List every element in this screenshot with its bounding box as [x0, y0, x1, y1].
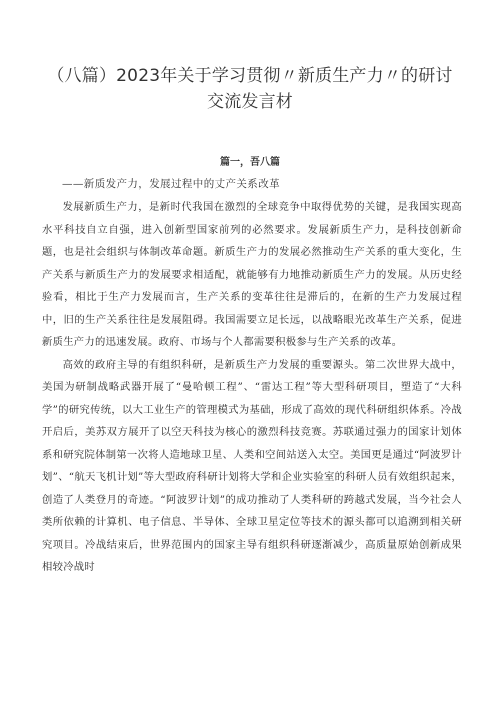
section-label: 篇一，吾八篇	[220, 157, 280, 168]
document-title: （八篇）2023年关于学习贯彻〃新质生产力〃的研讨交流发言材	[47, 66, 453, 112]
paragraph-1: 发展新质生产力，是新时代我国在激烈的全球竞争中取得优势的关键，是我国实现高水平科技自立自强，进入创新型国家前列的必然要求。发展新质生产力，是科技创新命题，也是社会组织与体制改革命题。新质生产力的发展必然推动生产关系的重大变化，生产关系与新质生产力的发展要求相适配，就能够有力地推动新质生产力的发展。从历史经验看，相比于生产力发展而言，生产关系的变革往往是滞后的，在新的生产力发展过程中，旧的生产关系往往是发展阻碍。我国需要立足长远，以战略眼光改革生产关系，促进新质生产力的迅速发展。政府、市场与个人都需要积极参与生产关系的改革。	[42, 201, 462, 348]
document-body	[42, 196, 462, 579]
document-subtitle: ——新质发产力，发展过程中的丈产关系改革	[62, 178, 280, 190]
paragraph-2: 高效的政府主导的有组织科研，是新质生产力发展的重要源头。第二次世界大战中，美国为研制战略武器开展了“曼哈顿工程”、“雷达工程”等大型科研项目，塑造了“大科学”的研究传统，以大工业生产的管理模式为基础，形成了高效的现代科研组织体系。冷战开启后，美苏双方展开了以空天科技为核心的激烈科技竞赛。苏联通过强力的国家计划体系和研究院体制第一次将人造地球卫星、人类和空间站送入太空。美国更是通过“阿波罗计划”、“航天飞机计划”等大型政府科研计划将大学和企业实验室的科研人员有效组织起来，创造了人类登月的奇迹。“阿波罗计划”的成功推动了人类科研的跨越式发展，当今社会人类所依赖的计算机、电子信息、半导体、全球卫星定位等技术的源头都可以追溯到相关研究项目。冷战结束后，世界范围内的国家主导有组织科研逐渐减少，高质量原始创新成果相较冷战时	[42, 358, 462, 573]
